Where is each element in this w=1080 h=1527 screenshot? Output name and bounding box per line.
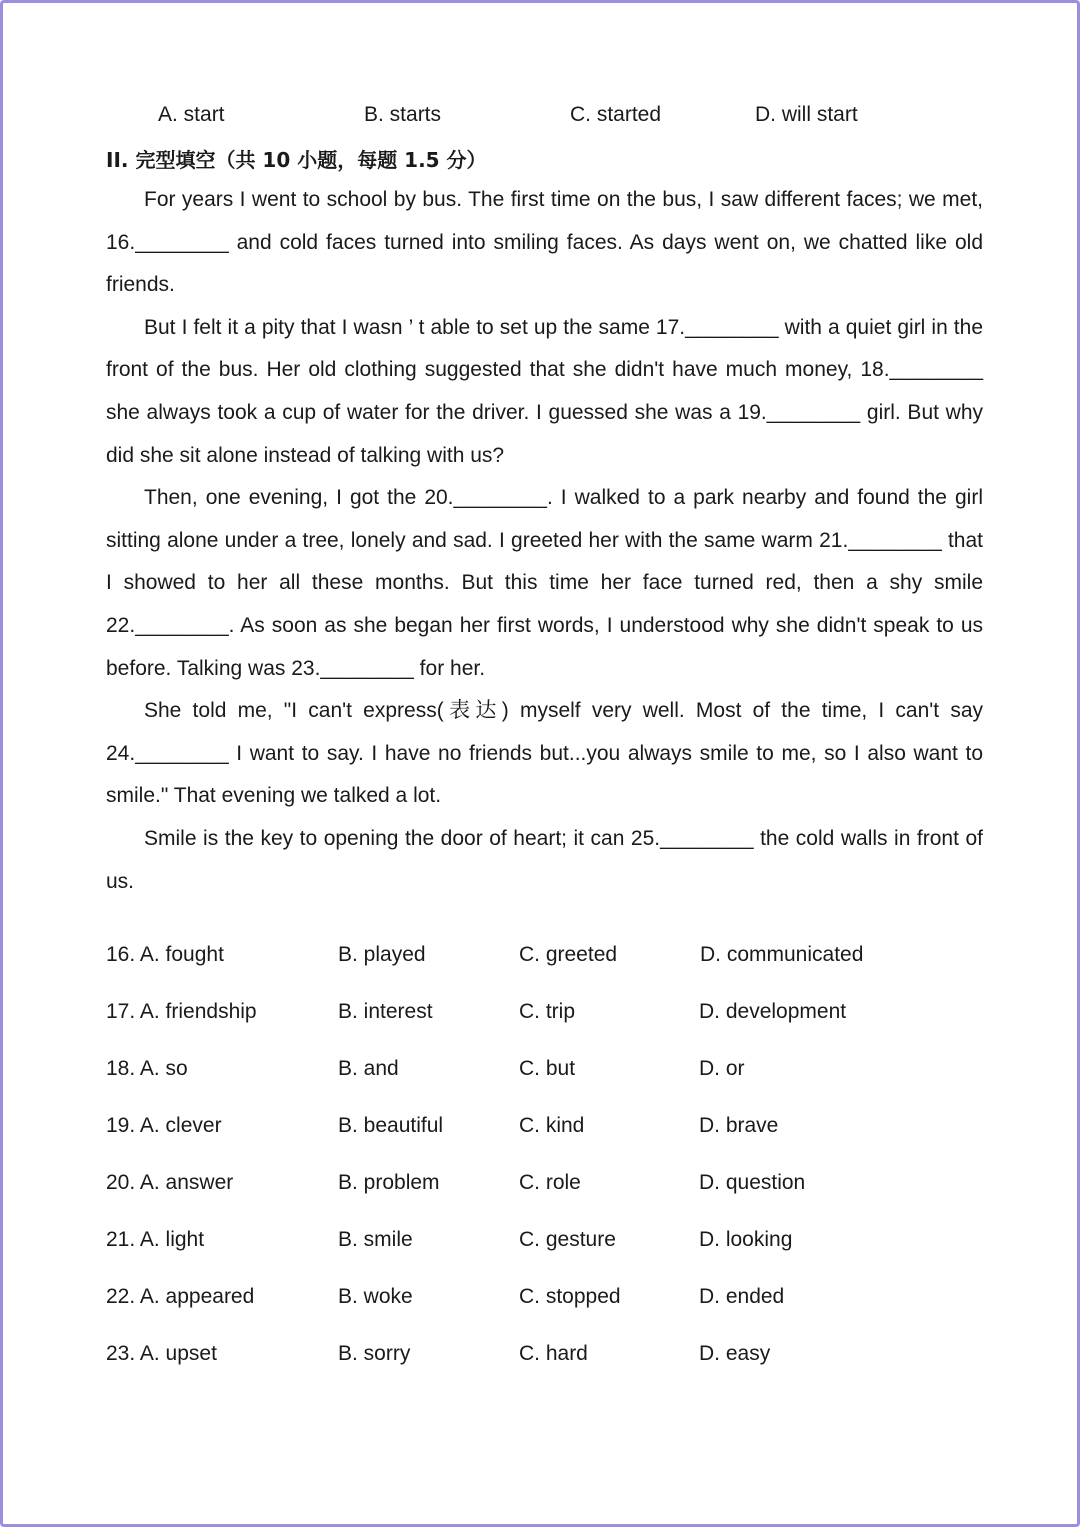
option-c: C. role bbox=[519, 1171, 581, 1194]
option-c: C. kind bbox=[519, 1114, 585, 1137]
option-d: D. will start bbox=[755, 103, 858, 126]
option-b: B. interest bbox=[338, 1000, 433, 1023]
option-b: B. sorry bbox=[338, 1342, 411, 1365]
option-c: C. trip bbox=[519, 1000, 576, 1023]
option-a: 16. A. fought bbox=[106, 943, 224, 966]
passage-paragraph: But I felt it a pity that I wasn ’ t able to set up the same 17.________ with a quiet girl in the front of the bus. Her old clothing suggested that she didn't have much money, 18.________ she always took a cup of water for the driver. I guessed she was a 19.________ girl. But why did she sit alone instead of talking with us? bbox=[106, 315, 983, 467]
option-a: 22. A. appeared bbox=[106, 1285, 255, 1308]
option-d: D. ended bbox=[699, 1285, 785, 1308]
question-row bbox=[3, 1228, 1080, 1258]
option-d: D. easy bbox=[699, 1342, 771, 1365]
passage-paragraph: Smile is the key to opening the door of heart; it can 25.________ the cold walls in front of us. bbox=[106, 826, 983, 893]
question-row bbox=[3, 1342, 1080, 1372]
option-a: 18. A. so bbox=[106, 1057, 188, 1080]
option-b: B. starts bbox=[364, 103, 442, 126]
question-row bbox=[3, 1171, 1080, 1201]
option-c: C. started bbox=[570, 103, 662, 126]
question-row bbox=[3, 1114, 1080, 1144]
option-d: D. looking bbox=[699, 1228, 793, 1251]
option-b: B. and bbox=[338, 1057, 399, 1080]
option-b: B. beautiful bbox=[338, 1114, 444, 1137]
option-c: C. stopped bbox=[519, 1285, 621, 1308]
option-a: 21. A. light bbox=[106, 1228, 205, 1251]
option-b: B. woke bbox=[338, 1285, 413, 1308]
option-b: B. played bbox=[338, 943, 426, 966]
option-a: 20. A. answer bbox=[106, 1171, 234, 1194]
option-c: C. greeted bbox=[519, 943, 618, 966]
cloze-passage bbox=[106, 179, 983, 903]
option-d: D. development bbox=[699, 1000, 847, 1023]
option-a: A. start bbox=[158, 103, 225, 126]
option-d: D. communicated bbox=[700, 943, 864, 966]
option-d: D. question bbox=[699, 1171, 806, 1194]
question-row bbox=[3, 1000, 1080, 1030]
passage-paragraph: Then, one evening, I got the 20.________. I walked to a park nearby and found the girl sitting alone under a tree, lonely and sad. I greeted her with the same warm 21.________ that I showed to her all these months. But this time her face turned red, then a shy smile 22.________. As soon as she began her first words, I understood why she didn't speak to us before. Talking was 23.________ for her. bbox=[106, 486, 983, 680]
option-a: 17. A. friendship bbox=[106, 1000, 257, 1023]
option-a: 23. A. upset bbox=[106, 1342, 217, 1365]
option-c: C. but bbox=[519, 1057, 576, 1080]
option-d: D. brave bbox=[699, 1114, 779, 1137]
passage-paragraph: For years I went to school by bus. The first time on the bus, I saw different faces; we met, 16.________ and cold faces turned into smiling faces. As days went on, we chatted like old friends. bbox=[106, 188, 983, 297]
question-row bbox=[3, 1057, 1080, 1087]
question-row bbox=[3, 1285, 1080, 1315]
option-b: B. problem bbox=[338, 1171, 440, 1194]
option-c: C. hard bbox=[519, 1342, 588, 1365]
option-c: C. gesture bbox=[519, 1228, 616, 1251]
option-a: 19. A. clever bbox=[106, 1114, 222, 1137]
passage-paragraph: She told me, "I can't express(表达) myself very well. Most of the time, I can't say 24.________ I want to say. I have no friends but...you always smile to me, so I also want to smile." That evening we talked a lot. bbox=[106, 699, 983, 808]
previous-question-options bbox=[3, 103, 1080, 133]
option-d: D. or bbox=[699, 1057, 745, 1080]
option-b: B. smile bbox=[338, 1228, 413, 1251]
question-row bbox=[3, 943, 1080, 973]
section-heading: II. 完型填空（共 10 小题，每题 1.5 分） bbox=[106, 148, 487, 172]
